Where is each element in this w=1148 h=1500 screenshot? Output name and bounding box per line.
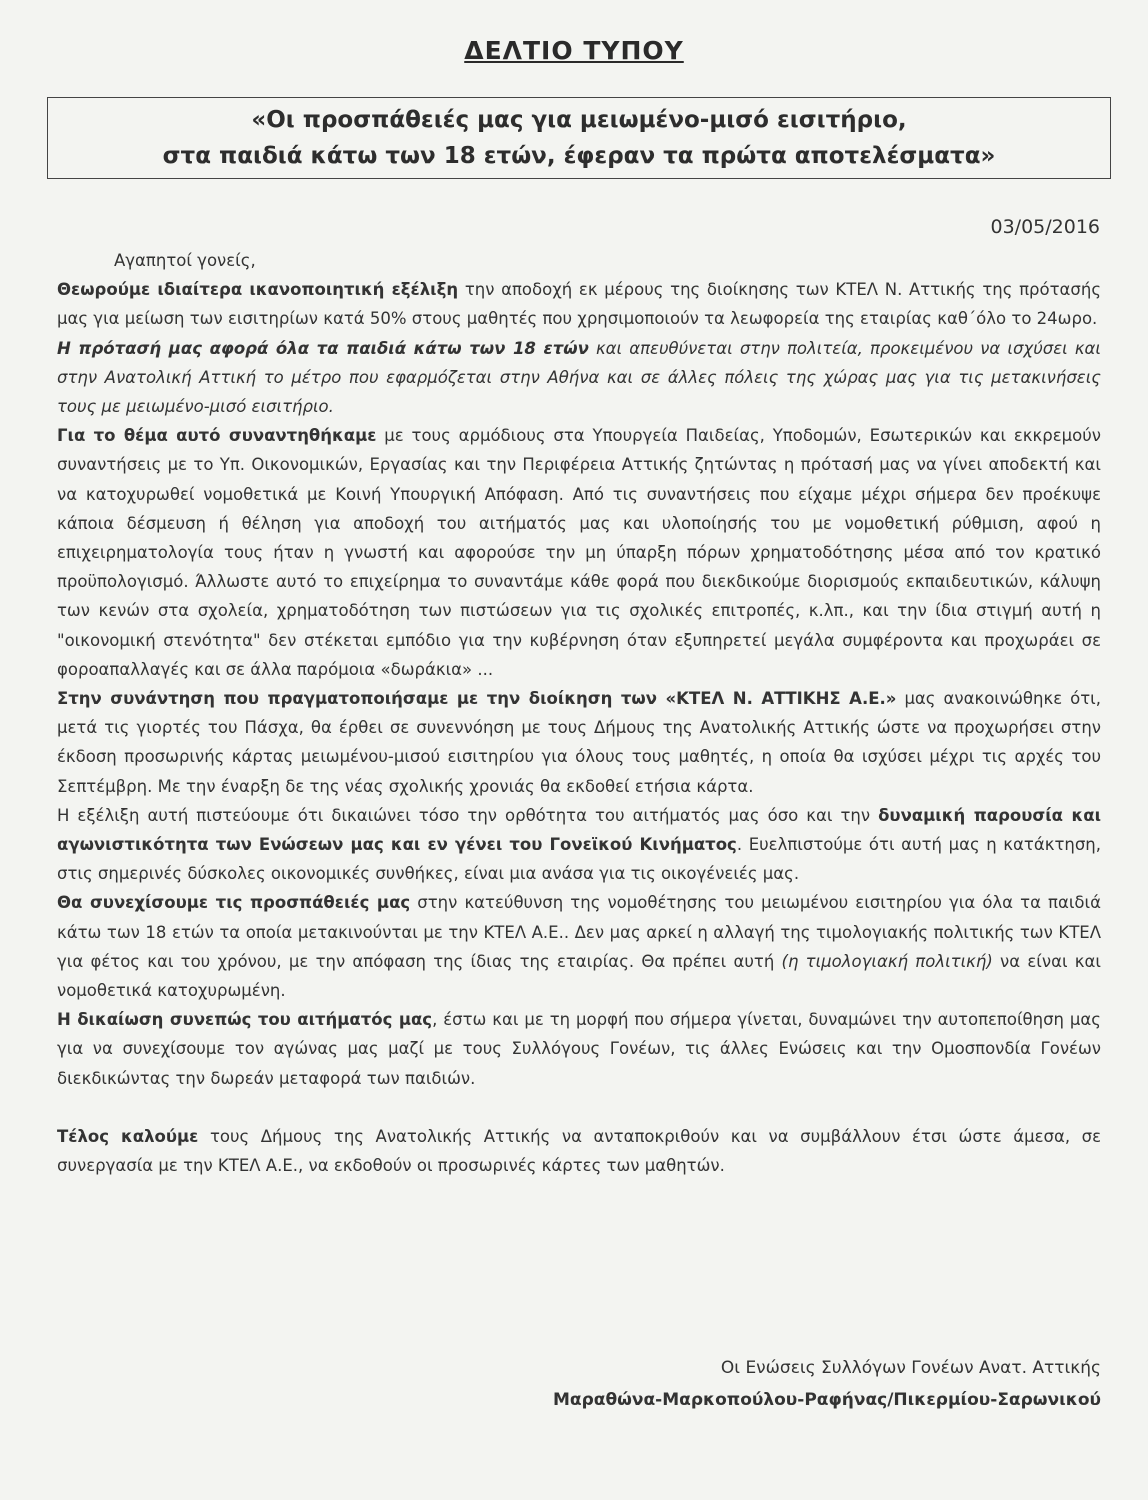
paragraph-5-text: . Ευελπιστούμε ότι αυτή μας η κατάκτηση, στις σημερινές δύσκολες οικονομικές συνθήκες, είναι μια ανάσα για τις οικογένειές μας. xyxy=(57,835,1101,884)
paragraph-spacer xyxy=(57,1093,1101,1122)
paragraph-7-text: , έστω και με τη μορφή που σήμερα γίνεται, δυναμώνει την αυτοπεποίθηση μας για να συνεχίσουμε τον αγώνας μας μαζί με τους Συλλόγους Γονέων, τις άλλες Ενώσεις και την Ομοσπονδία Γονέων διεκδικώντας την δωρεάν μεταφορά των παιδιών. xyxy=(57,1010,1101,1088)
paragraph-6-italic: (η τιμολογιακή πολιτική) xyxy=(781,951,993,971)
paragraph-4-bold: Στην συνάντηση που πραγματοποιήσαμε με την διοίκηση των «ΚΤΕΛ Ν. ΑΤΤΙΚΗΣ Α.Ε.» xyxy=(57,689,897,709)
paragraph-6-text-a: στην κατεύθυνση της νομοθέτησης του μειωμένου εισιτηρίου για όλα τα παιδιά κάτω των 18 ετών τα οποία μετακινούνται με την ΚΤΕΛ Α.Ε.. Δεν μας αρκεί η αλλαγή της τιμολογιακής πολιτικής των ΚΤΕΛ για φέτος και του χρόνου, με την απόφαση της ίδιας της εταιρίας. Θα πρέπει αυτή xyxy=(57,893,1101,971)
paragraph-5-text-a: Η εξέλιξη αυτή πιστεύουμε ότι δικαιώνει τόσο την ορθότητα του αιτήματός μας όσο και την xyxy=(57,805,879,825)
greeting: Αγαπητοί γονείς, xyxy=(114,251,256,270)
paragraph-8 xyxy=(57,1122,1101,1180)
paragraph-3-bold: Για το θέμα αυτό συναντηθήκαμε xyxy=(57,426,377,446)
paragraph-6 xyxy=(57,888,1101,1005)
paragraph-8-text: τους Δήμους της Ανατολικής Αττικής να ανταποκριθούν και να συμβάλλουν έτσι ώστε άμεσα, σε συνεργασία με την ΚΤΕΛ Α.Ε., να εκδοθούν οι προσωρινές κάρτες των μαθητών. xyxy=(57,1126,1102,1176)
paragraph-5 xyxy=(57,801,1101,889)
paragraph-1-text: την αποδοχή εκ μέρους της διοίκησης των ΚΤΕΛ Ν. Αττικής της πρότασής μας για μείωση των εισιτηρίων κατά 50% στους μαθητές που χρησιμοποιούν τα λεωφορεία της εταιρίας καθ΄όλο το 24ωρο. xyxy=(57,280,1101,329)
paragraph-1 xyxy=(57,275,1101,333)
document-title: ΔΕΛΤΙΟ ΤΥΠΟΥ xyxy=(464,36,684,65)
headline-line-2: στα παιδιά κάτω των 18 ετών, έφεραν τα πρώτα αποτελέσματα» xyxy=(162,143,996,169)
paragraph-2 xyxy=(57,334,1101,422)
signature-line-1: Οι Ενώσεις Συλλόγων Γονέων Ανατ. Αττικής xyxy=(720,1358,1101,1378)
paragraph-5-bold: δυναμική παρουσία και αγωνιστικότητα των Ενώσεων μας και εν γένει του Γονεϊκού Κινήματος xyxy=(57,805,1101,855)
paragraph-2-text: και απευθύνεται στην πολιτεία, προκειμένου να ισχύσει και στην Ανατολική Αττική το μέτρο που εφαρμόζεται στην Αθήνα και σε άλλες πόλεις της χώρας μας για τις μετακινήσεις τους με μειωμένο-μισό εισιτήριο. xyxy=(57,338,1101,417)
paragraph-7-bold: Η δικαίωση συνεπώς του αιτήματός μας xyxy=(57,1010,433,1030)
body-text xyxy=(57,246,1101,1180)
headline-box xyxy=(47,97,1111,179)
paragraph-6-text: να είναι και νομοθετικά κατοχυρωμένη. xyxy=(57,951,1101,1001)
paragraph-4-text: μας ανακοινώθηκε ότι, μετά τις γιορτές του Πάσχα, θα έρθει σε συνεννόηση με τους Δήμους της Ανατολικής Αττικής ώστε να προχωρήσει στην έκδοση προσωρινής κάρτας μειωμένου-μισού εισιτηρίου για όλους τους μαθητές, η οποία θα ισχύσει μέχρι τις αρχές του Σεπτέμβρη. Με την έναρξη δε της νέας σχολικής χρονιάς θα εκδοθεί ετήσια κάρτα. xyxy=(57,689,1101,796)
signature-line-2: Μαραθώνα-Μαρκοπούλου-Ραφήνας/Πικερμίου-Σαρωνικού xyxy=(553,1390,1101,1410)
paragraph-1-bold: Θεωρούμε ιδιαίτερα ικανοποιητική εξέλιξη xyxy=(57,280,459,300)
paragraph-2-bold: Η πρότασή μας αφορά όλα τα παιδιά κάτω των 18 ετών xyxy=(57,338,589,358)
paragraph-4 xyxy=(57,684,1101,801)
paragraph-6-bold: Θα συνεχίσουμε τις προσπάθειές μας xyxy=(57,893,411,913)
date: 03/05/2016 xyxy=(990,216,1100,238)
paragraph-3-text: με τους αρμόδιους στα Υπουργεία Παιδείας, Υποδομών, Εσωτερικών και εκκρεμούν συναντήσεις με το Υπ. Οικονομικών, Εργασίας και την Περιφέρεια Αττικής ζητώντας η πρότασή μας να γίνει αποδεκτή και να κατοχυρωθεί νομοθετικά με Κοινή Υπουργική Απόφαση. Από τις συναντήσεις που είχαμε μέχρι σήμερα δεν προέκυψε κάποια δέσμευση ή θέληση για αποδοχή του αιτήματός μας και υλοποίησής του με νομοθετική ρύθμιση, αφού η επιχειρηματολογία τους ήταν η γνωστή και αφορούσε την μη ύπαρξη πόρων χρηματοδότησης μέσα από τον κρατικό προϋπολογισμό. Άλλωστε αυτό το επιχείρημα το συναντάμε κάθε φορά που διεκδικούμε διορισμούς εκπαιδευτικών, κάλυψη των κενών στα σχολεία, χρηματοδότηση των πιστώσεων για τις σχολικές επιτροπές, κ.λπ., και την ίδια στιγμή αυτή η "οικονομική στενότητα" δεν στέκεται εμπόδιο για την κυβέρνηση όταν εξυπηρετεί μεγάλα συμφέροντα και προχωράει σε φοροαπαλλαγές και σε άλλα παρόμοια «δωράκια» ... xyxy=(57,426,1102,679)
headline-line-1: «Οι προσπάθειές μας για μειωμένο-μισό εισιτήριο, xyxy=(251,107,907,133)
paragraph-7 xyxy=(57,1005,1101,1093)
paragraph-8-bold: Τέλος καλούμε xyxy=(57,1126,199,1146)
paragraph-3 xyxy=(57,421,1101,684)
signature-block xyxy=(553,1352,1101,1416)
